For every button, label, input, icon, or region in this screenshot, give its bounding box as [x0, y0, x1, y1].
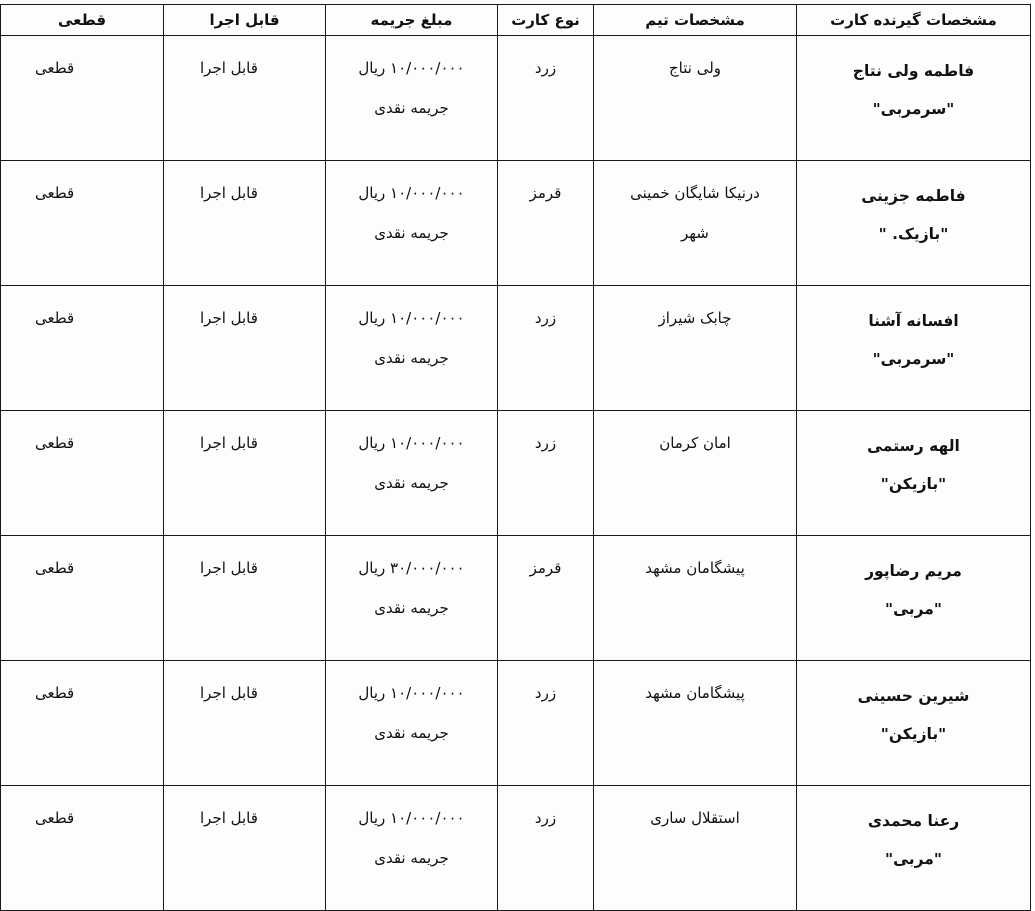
recipient-role: "مربی"	[885, 600, 942, 618]
card-type: زرد	[534, 309, 557, 327]
final-status: قطعی	[35, 809, 75, 827]
table-row	[1, 286, 1031, 411]
team-name-line: شهر	[681, 224, 709, 242]
recipient-role: "بازیکن"	[880, 475, 947, 493]
final-cell	[1, 286, 164, 411]
fine-cell	[326, 286, 498, 411]
card-type-cell	[498, 536, 594, 661]
table-row	[1, 536, 1031, 661]
fine-amount: ۱۰/۰۰۰/۰۰۰ ریال	[358, 434, 465, 452]
final-cell	[1, 536, 164, 661]
fine-amount: ۱۰/۰۰۰/۰۰۰ ریال	[358, 684, 465, 702]
team-name-line: امان کرمان	[659, 434, 731, 452]
card-type-cell	[498, 786, 594, 911]
card-type: قرمز	[529, 559, 562, 577]
final-status: قطعی	[35, 184, 75, 202]
fine-amount: ۱۰/۰۰۰/۰۰۰ ریال	[358, 184, 465, 202]
fine-cell	[326, 161, 498, 286]
card-type-cell	[498, 36, 594, 161]
table-row	[1, 661, 1031, 786]
executable-cell	[164, 786, 326, 911]
team-name-line: درنیکا شایگان خمینی	[630, 184, 760, 202]
executable-status: قابل اجرا	[200, 434, 258, 452]
recipient-name: مریم رضاپور	[865, 562, 962, 580]
final-cell	[1, 161, 164, 286]
recipient-cell	[797, 411, 1031, 536]
team-name-line: پیشگامان مشهد	[645, 559, 745, 577]
recipient-role: "بازیکن"	[880, 725, 947, 743]
executable-status: قابل اجرا	[200, 684, 258, 702]
team-cell	[594, 661, 797, 786]
header-team: مشخصات تیم	[594, 5, 797, 36]
fine-type: جریمه نقدی	[374, 474, 449, 492]
card-type-cell	[498, 661, 594, 786]
fine-amount: ۱۰/۰۰۰/۰۰۰ ریال	[358, 809, 465, 827]
table-row	[1, 161, 1031, 286]
team-cell	[594, 536, 797, 661]
executable-cell	[164, 36, 326, 161]
final-status: قطعی	[35, 59, 75, 77]
executable-status: قابل اجرا	[200, 559, 258, 577]
fine-type: جریمه نقدی	[374, 224, 449, 242]
fine-cell	[326, 411, 498, 536]
executable-status: قابل اجرا	[200, 184, 258, 202]
final-cell	[1, 36, 164, 161]
final-status: قطعی	[35, 434, 75, 452]
recipient-cell	[797, 161, 1031, 286]
card-type: زرد	[534, 59, 557, 77]
final-cell	[1, 786, 164, 911]
fine-cell	[326, 536, 498, 661]
header-fine-amount: مبلغ جریمه	[326, 5, 498, 36]
recipient-name: رعنا محمدی	[867, 812, 960, 830]
team-name-line: پیشگامان مشهد	[645, 684, 745, 702]
table-row	[1, 786, 1031, 911]
recipient-name: افسانه آشنا	[868, 312, 959, 330]
fine-type: جریمه نقدی	[374, 599, 449, 617]
header-recipient: مشخصات گیرنده کارت	[797, 5, 1031, 36]
fine-amount: ۳۰/۰۰۰/۰۰۰ ریال	[358, 559, 465, 577]
fine-type: جریمه نقدی	[374, 849, 449, 867]
executable-cell	[164, 411, 326, 536]
recipient-cell	[797, 536, 1031, 661]
final-cell	[1, 661, 164, 786]
executable-status: قابل اجرا	[200, 59, 258, 77]
table-header-row	[1, 5, 1031, 36]
recipient-role: "سرمربی"	[872, 100, 955, 118]
final-cell	[1, 411, 164, 536]
header-final: قطعی	[1, 5, 164, 36]
header-executable: قابل اجرا	[164, 5, 326, 36]
executable-status: قابل اجرا	[200, 309, 258, 327]
team-cell	[594, 286, 797, 411]
fine-type: جریمه نقدی	[374, 99, 449, 117]
executable-cell	[164, 661, 326, 786]
card-type: زرد	[534, 434, 557, 452]
team-cell	[594, 36, 797, 161]
team-name-line: ولی نتاج	[668, 59, 722, 77]
fine-cell	[326, 36, 498, 161]
disciplinary-cards-table	[0, 4, 1031, 911]
final-status: قطعی	[35, 309, 75, 327]
card-type-cell	[498, 411, 594, 536]
recipient-cell	[797, 661, 1031, 786]
recipient-role: "بازیک. "	[878, 225, 949, 243]
fine-cell	[326, 786, 498, 911]
table-body	[1, 36, 1031, 911]
team-cell	[594, 411, 797, 536]
recipient-role: "مربی"	[885, 850, 942, 868]
recipient-cell	[797, 36, 1031, 161]
recipient-role: "سرمربی"	[872, 350, 955, 368]
team-name-line: استقلال ساری	[650, 809, 740, 827]
fine-type: جریمه نقدی	[374, 724, 449, 742]
card-type-cell	[498, 286, 594, 411]
team-name-line: چابک شیراز	[658, 309, 732, 327]
header-card-type: نوع کارت	[498, 5, 594, 36]
fine-amount: ۱۰/۰۰۰/۰۰۰ ریال	[358, 59, 465, 77]
final-status: قطعی	[35, 559, 75, 577]
table-row	[1, 411, 1031, 536]
recipient-name: الهه رستمی	[867, 437, 960, 455]
fine-amount: ۱۰/۰۰۰/۰۰۰ ریال	[358, 309, 465, 327]
team-cell	[594, 786, 797, 911]
fine-cell	[326, 661, 498, 786]
executable-status: قابل اجرا	[200, 809, 258, 827]
final-status: قطعی	[35, 684, 75, 702]
recipient-name: شیرین حسینی	[857, 687, 970, 705]
executable-cell	[164, 286, 326, 411]
card-type: قرمز	[529, 184, 562, 202]
recipient-cell	[797, 786, 1031, 911]
card-type-cell	[498, 161, 594, 286]
executable-cell	[164, 536, 326, 661]
card-type: زرد	[534, 684, 557, 702]
recipient-name: فاطمه ولی نتاج	[852, 62, 975, 80]
recipient-name: فاطمه جزینی	[861, 187, 966, 205]
team-cell	[594, 161, 797, 286]
table-row	[1, 36, 1031, 161]
executable-cell	[164, 161, 326, 286]
card-type: زرد	[534, 809, 557, 827]
recipient-cell	[797, 286, 1031, 411]
fine-type: جریمه نقدی	[374, 349, 449, 367]
